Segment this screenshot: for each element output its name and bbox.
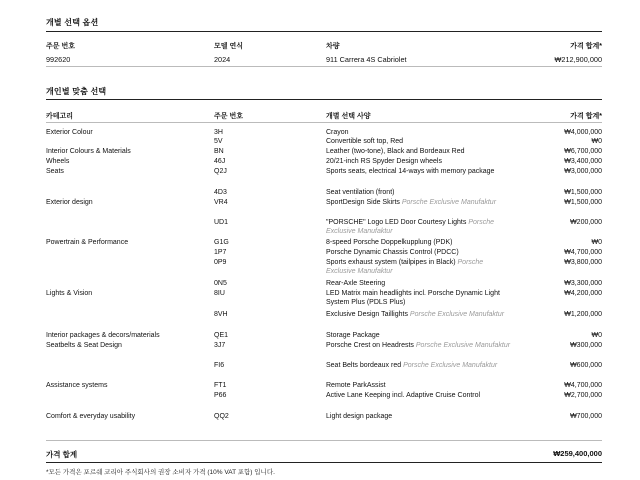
order-code-cell: 8VH — [214, 311, 228, 318]
option-description: LED Matrix main headlights incl. Porsche Dynamic Light System Plus (PDLS Plus) — [326, 290, 500, 306]
option-description: Remote ParkAssist — [326, 382, 386, 389]
option-description-cell — [326, 361, 514, 370]
option-description: Exclusive Design Taillights — [326, 311, 408, 318]
option-description-cell — [326, 310, 514, 319]
order-code-cell: 5V — [214, 138, 223, 145]
option-description: Crayon — [326, 129, 349, 136]
option-description-cell — [326, 248, 514, 257]
order-code-cell: QQ2 — [214, 413, 229, 420]
order-code-cell: 1P7 — [214, 249, 227, 256]
divider — [46, 66, 602, 67]
category-cell: Assistance systems — [46, 382, 108, 389]
footnote: *모든 가격은 포르쉐 코리아 주식회사의 권장 소비자 가격 (10% VAT 포함) 입니다. — [46, 469, 275, 476]
option-note: Porsche Exclusive Manufaktur — [403, 362, 498, 369]
header-price-total: 가격 합계* — [570, 43, 602, 50]
category-cell: Comfort & everyday usability — [46, 413, 136, 420]
option-description: Storage Package — [326, 332, 380, 339]
order-code-cell: VR4 — [214, 199, 228, 206]
option-description: 8-speed Porsche Doppelkupplung (PDK) — [326, 239, 453, 246]
option-description: 20/21-inch RS Spyder Design wheels — [326, 158, 442, 165]
option-description-cell — [326, 331, 514, 340]
option-note: Porsche Exclusive Manufaktur — [409, 311, 505, 318]
option-description-cell — [326, 147, 514, 156]
option-description-cell — [326, 412, 514, 421]
price-cell: ₩4,000,000 — [564, 129, 602, 136]
option-description: SportDesign Side Skirts — [326, 199, 400, 206]
option-description: Seat ventilation (front) — [326, 189, 395, 196]
option-description-cell — [326, 128, 514, 137]
total-label: 가격 합계 — [46, 450, 78, 459]
order-code-cell: 8IU — [214, 290, 225, 297]
option-description: Light design package — [326, 413, 393, 420]
order-code-cell: 0P9 — [214, 259, 227, 266]
option-description-cell — [326, 157, 514, 166]
header-order-number: 주문 번호 — [214, 113, 243, 120]
divider — [46, 462, 602, 463]
category-cell: Interior packages & decors/materials — [46, 332, 160, 339]
price-cell: ₩0 — [591, 239, 602, 246]
price-cell: ₩300,000 — [570, 342, 602, 349]
order-code-cell: 46J — [214, 158, 226, 165]
category-cell: Seatbelts & Seat Design — [46, 342, 122, 349]
option-description-cell — [326, 381, 514, 390]
option-description-cell — [326, 289, 514, 307]
header-category: 카테고리 — [46, 113, 74, 120]
option-description: "PORSCHE" Logo LED Door Courtesy Lights — [326, 219, 467, 226]
order-code-cell: 0N5 — [214, 280, 227, 287]
category-cell: Powertrain & Performance — [46, 239, 129, 246]
option-description: Porsche Dynamic Chassis Control (PDCC) — [326, 249, 459, 256]
option-description-cell — [326, 198, 514, 207]
order-code-cell: FT1 — [214, 382, 227, 389]
order-code-cell: BN — [214, 148, 224, 155]
price-cell: ₩4,200,000 — [564, 290, 602, 297]
vehicle-value: 911 Carrera 4S Cabriolet — [326, 55, 407, 64]
option-description: Rear-Axle Steering — [326, 280, 386, 287]
option-description: Sports seats, electrical 14-ways with memory package — [326, 168, 495, 175]
order-code-cell: 4D3 — [214, 189, 227, 196]
option-description-cell — [326, 137, 514, 146]
option-description-cell — [326, 258, 514, 276]
price-cell: ₩0 — [591, 332, 602, 339]
base-price-value: ₩212,900,000 — [554, 55, 602, 64]
option-description-cell — [326, 188, 514, 197]
section-title-personalization: 개인별 맞춤 선택 — [46, 87, 107, 96]
order-code-cell: FI6 — [214, 362, 225, 369]
price-cell: ₩3,300,000 — [564, 280, 602, 287]
price-cell: ₩700,000 — [570, 413, 602, 420]
category-cell: Lights & Vision — [46, 290, 93, 297]
category-cell: Seats — [46, 168, 64, 175]
order-code-cell: 3H — [214, 129, 223, 136]
header-model-year: 모델 연식 — [214, 43, 243, 50]
section-title-options: 개별 선택 옵션 — [46, 18, 99, 27]
order-code-cell: P66 — [214, 392, 227, 399]
price-cell: ₩600,000 — [570, 362, 602, 369]
category-cell: Wheels — [46, 158, 70, 165]
category-cell: Exterior design — [46, 199, 93, 206]
option-description: Active Lane Keeping incl. Adaptive Cruise Control — [326, 392, 481, 399]
option-description-cell — [326, 279, 514, 288]
order-number-value: 992620 — [46, 55, 71, 64]
order-code-cell: G1G — [214, 239, 229, 246]
total-value: ₩259,400,000 — [553, 449, 602, 458]
option-description-cell — [326, 218, 514, 236]
option-note: Porsche Exclusive Manufaktur — [415, 342, 511, 349]
category-cell: Exterior Colour — [46, 129, 93, 136]
price-cell: ₩200,000 — [570, 219, 602, 226]
price-cell: ₩1,500,000 — [564, 189, 602, 196]
price-cell: ₩4,700,000 — [564, 249, 602, 256]
price-cell: ₩3,400,000 — [564, 158, 602, 165]
header-vehicle: 차량 — [326, 43, 340, 50]
option-description: Convertible soft top, Red — [326, 138, 404, 145]
option-note: Porsche Exclusive Manufaktur — [401, 199, 497, 206]
price-cell: ₩2,700,000 — [564, 392, 602, 399]
option-note: Porsche Exclusive Manufaktur — [326, 259, 484, 275]
divider — [46, 122, 602, 123]
option-description: Leather (two-tone), Black and Bordeaux Red — [326, 148, 465, 155]
header-order-number: 주문 번호 — [46, 43, 75, 50]
price-cell: ₩3,800,000 — [564, 259, 602, 266]
price-cell: ₩3,000,000 — [564, 168, 602, 175]
price-cell: ₩1,200,000 — [564, 311, 602, 318]
divider — [46, 99, 602, 100]
price-cell: ₩4,700,000 — [564, 382, 602, 389]
price-cell: ₩6,700,000 — [564, 148, 602, 155]
option-description: Seat Belts bordeaux red — [326, 362, 402, 369]
option-note: Porsche Exclusive Manufaktur — [326, 219, 495, 235]
option-description-cell — [326, 238, 514, 247]
order-code-cell: QE1 — [214, 332, 229, 339]
header-option-spec: 개별 선택 사양 — [326, 113, 371, 120]
option-description-cell — [326, 167, 514, 176]
model-year-value: 2024 — [214, 55, 231, 64]
price-cell: ₩1,500,000 — [564, 199, 602, 206]
order-code-cell: Q2J — [214, 168, 227, 175]
order-code-cell: UD1 — [214, 219, 229, 226]
option-description-cell — [326, 391, 514, 400]
option-description: Porsche Crest on Headrests — [326, 342, 414, 349]
option-description-cell — [326, 341, 514, 350]
order-code-cell: 3J7 — [214, 342, 226, 349]
category-cell: Interior Colours & Materials — [46, 148, 131, 155]
header-price-total: 가격 합계* — [570, 113, 602, 120]
divider — [46, 31, 602, 32]
divider — [46, 440, 602, 441]
option-description: Sports exhaust system (tailpipes in Black) — [326, 259, 456, 266]
price-cell: ₩0 — [591, 138, 602, 145]
